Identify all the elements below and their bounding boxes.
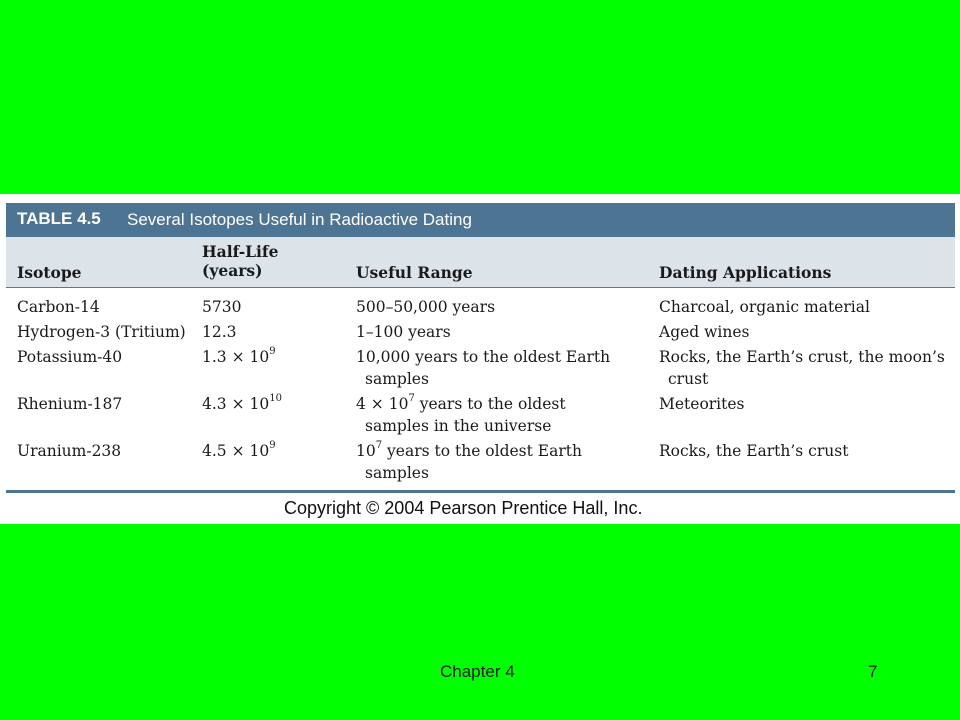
cell-range: 1–100 years [356,323,451,341]
range-rest: years to the oldest Earth [382,442,582,460]
half-life-base: 4.3 × 10 [202,395,270,413]
cell-range-cont: samples in the universe [365,417,552,435]
range-exponent: 7 [375,440,383,451]
cell-range: 10,000 years to the oldest Earth [356,348,611,366]
header-useful-range: Useful Range [356,263,473,282]
header-half-life-line1: Half-Life [202,242,279,261]
header-half-life [202,242,278,280]
cell-range-cont: samples [365,370,429,388]
cell-range [356,393,566,415]
cell-isotope: Rhenium-187 [17,395,123,413]
table-bottom-rule [6,490,955,493]
half-life-base: 1.3 × 10 [202,348,270,366]
cell-isotope: Carbon-14 [17,298,100,316]
footer-chapter: Chapter 4 [440,662,515,681]
table-title: Several Isotopes Useful in Radioactive Dating [127,210,472,229]
cell-applications: Aged wines [659,323,750,341]
cell-half-life: 12.3 [202,323,237,341]
range-base: 4 × 10 [356,395,409,413]
header-dating-applications: Dating Applications [659,263,832,282]
range-base: 10 [356,442,376,460]
footer-page-number: 7 [868,662,878,681]
header-isotope: Isotope [17,263,82,282]
cell-half-life [202,346,276,368]
cell-range: 500–50,000 years [356,298,496,316]
table-panel [0,194,960,524]
cell-applications: Rocks, the Earth’s crust [659,442,849,460]
cell-range [356,440,582,462]
cell-half-life [202,393,282,415]
cell-range-cont: samples [365,464,429,482]
half-life-exponent: 9 [269,346,276,357]
cell-half-life [202,440,276,462]
table-header [6,237,955,287]
cell-half-life: 5730 [202,298,242,316]
header-divider [6,287,955,288]
cell-isotope: Hydrogen-3 (Tritium) [17,323,186,341]
copyright-notice: Copyright © 2004 Pearson Prentice Hall, Inc. [284,498,643,518]
cell-isotope: Uranium-238 [17,442,122,460]
half-life-exponent: 9 [269,440,276,451]
table-title-bar [6,203,955,237]
table-label: TABLE 4.5 [17,209,101,228]
range-rest: years to the oldest [414,395,566,413]
range-exponent: 7 [408,393,415,404]
header-half-life-line2: (years) [202,261,263,280]
cell-isotope: Potassium-40 [17,348,123,366]
cell-applications-cont: crust [668,370,709,388]
cell-applications: Rocks, the Earth’s crust, the moon’s [659,348,945,366]
cell-applications: Charcoal, organic material [659,298,870,316]
half-life-base: 4.5 × 10 [202,442,270,460]
half-life-exponent: 10 [269,393,282,404]
cell-applications: Meteorites [659,395,745,413]
